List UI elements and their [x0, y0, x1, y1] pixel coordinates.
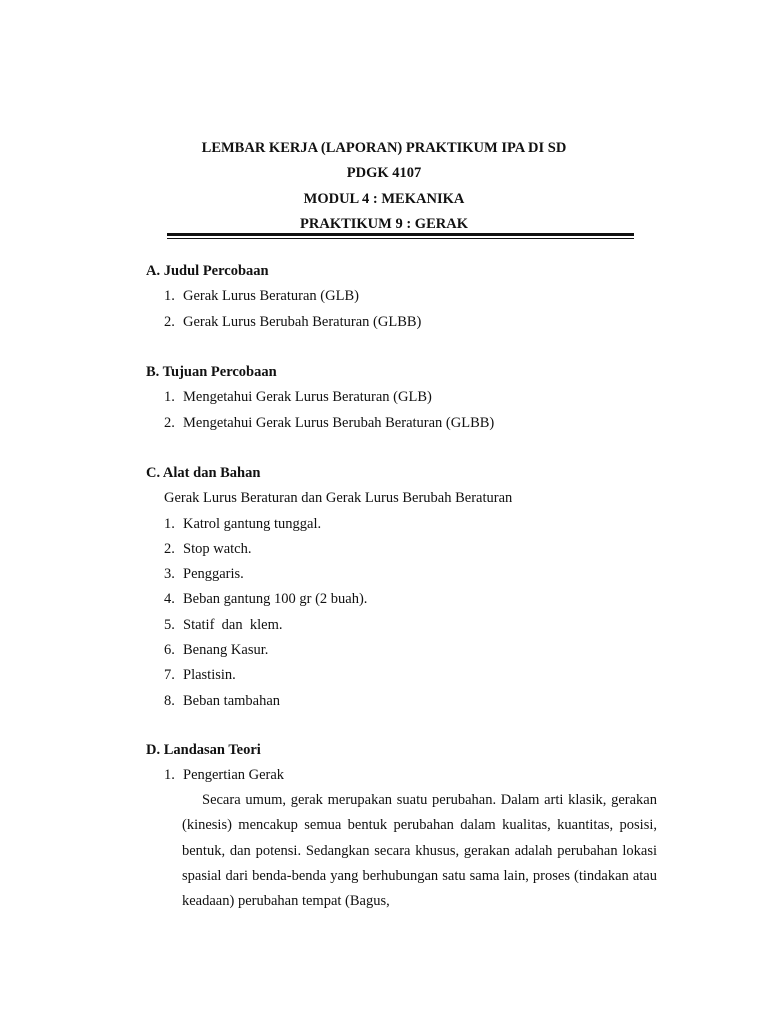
list-number: 8.	[164, 692, 175, 709]
list-number: 4.	[164, 591, 175, 608]
theory-paragraph	[182, 788, 657, 914]
list-item	[146, 537, 666, 562]
list-number: 2.	[164, 540, 175, 557]
section-intro: Gerak Lurus Beraturan dan Gerak Lurus Berubah Beraturan	[164, 490, 513, 507]
list-item	[146, 763, 666, 788]
list-item	[146, 613, 666, 638]
list-item-text: Mengetahui Gerak Lurus Berubah Beraturan (GLBB)	[183, 414, 495, 431]
list-number: 5.	[164, 616, 175, 633]
list-item-text: Stop watch.	[183, 540, 252, 557]
list-number: 1.	[164, 389, 175, 406]
list-item	[146, 689, 666, 714]
list-number: 2.	[164, 414, 175, 431]
document-header	[0, 136, 768, 237]
section-title: D. Landasan Teori	[146, 742, 261, 758]
header-module: MODUL 4 : MEKANIKA	[303, 190, 465, 207]
list-item	[146, 562, 666, 587]
list-number: 6.	[164, 642, 175, 659]
list-item-text: Pengertian Gerak	[183, 767, 285, 784]
section-landasan-teori	[146, 738, 666, 789]
list-item-text: Gerak Lurus Beraturan (GLB)	[183, 288, 359, 305]
header-rule-thin	[167, 238, 634, 239]
list-item	[146, 587, 666, 612]
section-title: C. Alat dan Bahan	[146, 465, 261, 481]
list-item	[146, 663, 666, 688]
list-item-text: Mengetahui Gerak Lurus Beraturan (GLB)	[183, 389, 432, 406]
list-number: 1.	[164, 288, 175, 305]
section-title: B. Tujuan Percobaan	[146, 364, 277, 380]
list-item	[146, 284, 666, 309]
list-item-text: Katrol gantung tunggal.	[183, 515, 322, 532]
list-item-text: Gerak Lurus Berubah Beraturan (GLBB)	[183, 313, 422, 330]
header-course-code: PDGK 4107	[346, 165, 422, 182]
list-number: 1.	[164, 767, 175, 784]
list-item-text: Penggaris.	[183, 566, 244, 583]
list-item-text: Beban tambahan	[183, 692, 281, 709]
list-number: 7.	[164, 667, 175, 684]
list-number: 1.	[164, 515, 175, 532]
header-practicum: PRAKTIKUM 9 : GERAK	[300, 215, 468, 232]
list-item-text: Statif dan klem.	[183, 616, 283, 633]
list-item-text: Plastisin.	[183, 667, 236, 684]
list-item	[146, 512, 666, 537]
list-item	[146, 411, 666, 436]
list-item-text: Beban gantung 100 gr (2 buah).	[183, 591, 368, 608]
list-number: 3.	[164, 566, 175, 583]
list-item	[146, 310, 666, 335]
section-alat-dan-bahan	[146, 461, 666, 714]
section-judul-percobaan	[146, 259, 666, 335]
list-number: 2.	[164, 313, 175, 330]
header-rule-thick	[167, 233, 634, 236]
list-item	[146, 385, 666, 410]
section-tujuan-percobaan	[146, 360, 666, 436]
list-item	[146, 638, 666, 663]
list-item-text: Benang Kasur.	[183, 642, 269, 659]
paragraph-text: Secara umum, gerak merupakan suatu perubahan. Dalam arti klasik, gerakan (kinesis) mencakup semua bentuk perubahan dalam kualitas, kuantitas, posisi, bentuk, dan potensi. Sedangkan secara khusus, gerakan adalah perubahan lokasi spasial dari benda-benda yang berhubungan satu sama lain, proses (tindakan atau keadaan) perubahan tempat (Bagus,	[182, 792, 657, 910]
section-title: A. Judul Percobaan	[146, 263, 269, 279]
header-title: LEMBAR KERJA (LAPORAN) PRAKTIKUM IPA DI SD	[201, 140, 567, 156]
